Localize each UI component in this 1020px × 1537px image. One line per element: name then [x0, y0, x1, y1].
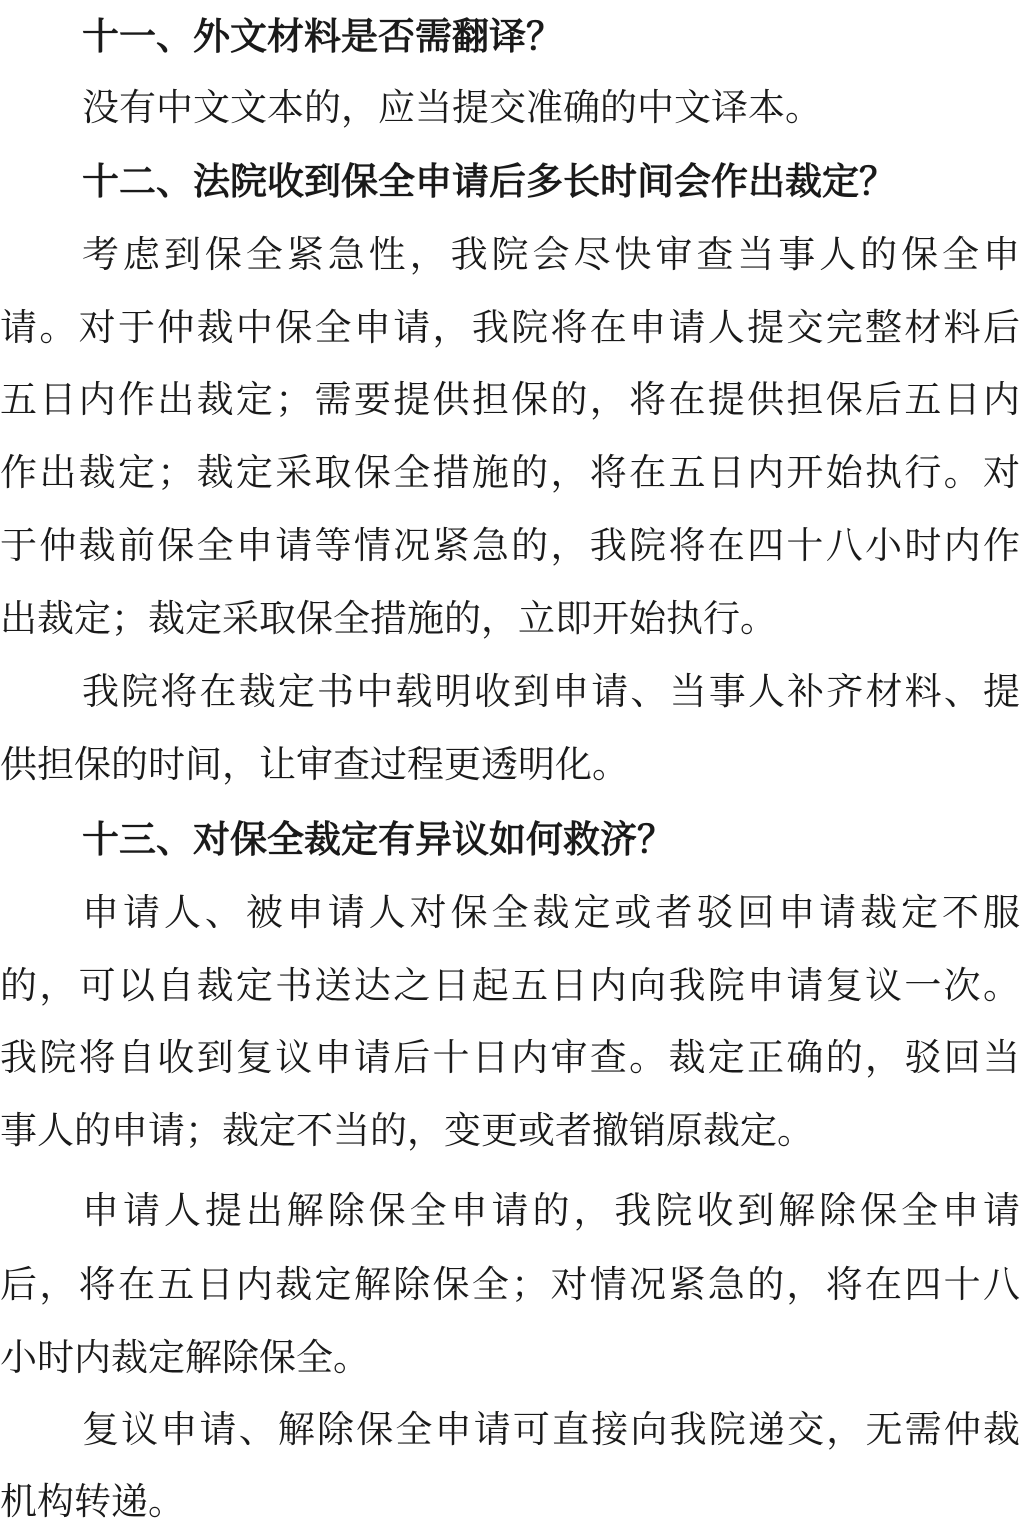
- paragraph-line: 申请人提出解除保全申请的，我院收到解除保全申请: [82, 1189, 1020, 1232]
- paragraph-line: 的，可以自裁定书送达之日起五日内向我院申请复议一次。: [0, 964, 1020, 1007]
- paragraph-line: 申请人、被申请人对保全裁定或者驳回申请裁定不服: [82, 891, 1020, 934]
- paragraph-line: 五日内作出裁定；需要提供担保的，将在提供担保后五日内: [0, 378, 1020, 421]
- paragraph-line: 于仲裁前保全申请等情况紧急的，我院将在四十八小时内作: [0, 524, 1020, 567]
- paragraph-line: 后，将在五日内裁定解除保全；对情况紧急的，将在四十八: [0, 1263, 1020, 1306]
- paragraph-line: 请。对于仲裁中保全申请，我院将在申请人提交完整材料后: [0, 306, 1020, 349]
- paragraph-line: 复议申请、解除保全申请可直接向我院递交，无需仲裁: [82, 1408, 1020, 1451]
- paragraph-line: 机构转递。: [0, 1480, 185, 1523]
- paragraph-line: 事人的申请；裁定不当的，变更或者撤销原裁定。: [0, 1109, 814, 1152]
- paragraph-line: 我院将自收到复议申请后十日内审查。裁定正确的，驳回当: [0, 1036, 1020, 1079]
- section-heading: 十二、法院收到保全申请后多长时间会作出裁定？: [82, 160, 896, 203]
- paragraph-line: 出裁定；裁定采取保全措施的，立即开始执行。: [0, 597, 777, 640]
- paragraph-line: 考虑到保全紧急性，我院会尽快审查当事人的保全申: [82, 233, 1020, 276]
- section-heading: 十一、外文材料是否需翻译？: [82, 15, 563, 58]
- paragraph-line: 我院将在裁定书中载明收到申请、当事人补齐材料、提: [82, 670, 1020, 713]
- section-heading: 十三、对保全裁定有异议如何救济？: [82, 818, 674, 861]
- paragraph-line: 小时内裁定解除保全。: [0, 1336, 370, 1379]
- paragraph-line: 供担保的时间，让审查过程更透明化。: [0, 743, 629, 786]
- paragraph-line: 作出裁定；裁定采取保全措施的，将在五日内开始执行。对: [0, 451, 1020, 494]
- paragraph-line: 没有中文文本的，应当提交准确的中文译本。: [82, 86, 822, 129]
